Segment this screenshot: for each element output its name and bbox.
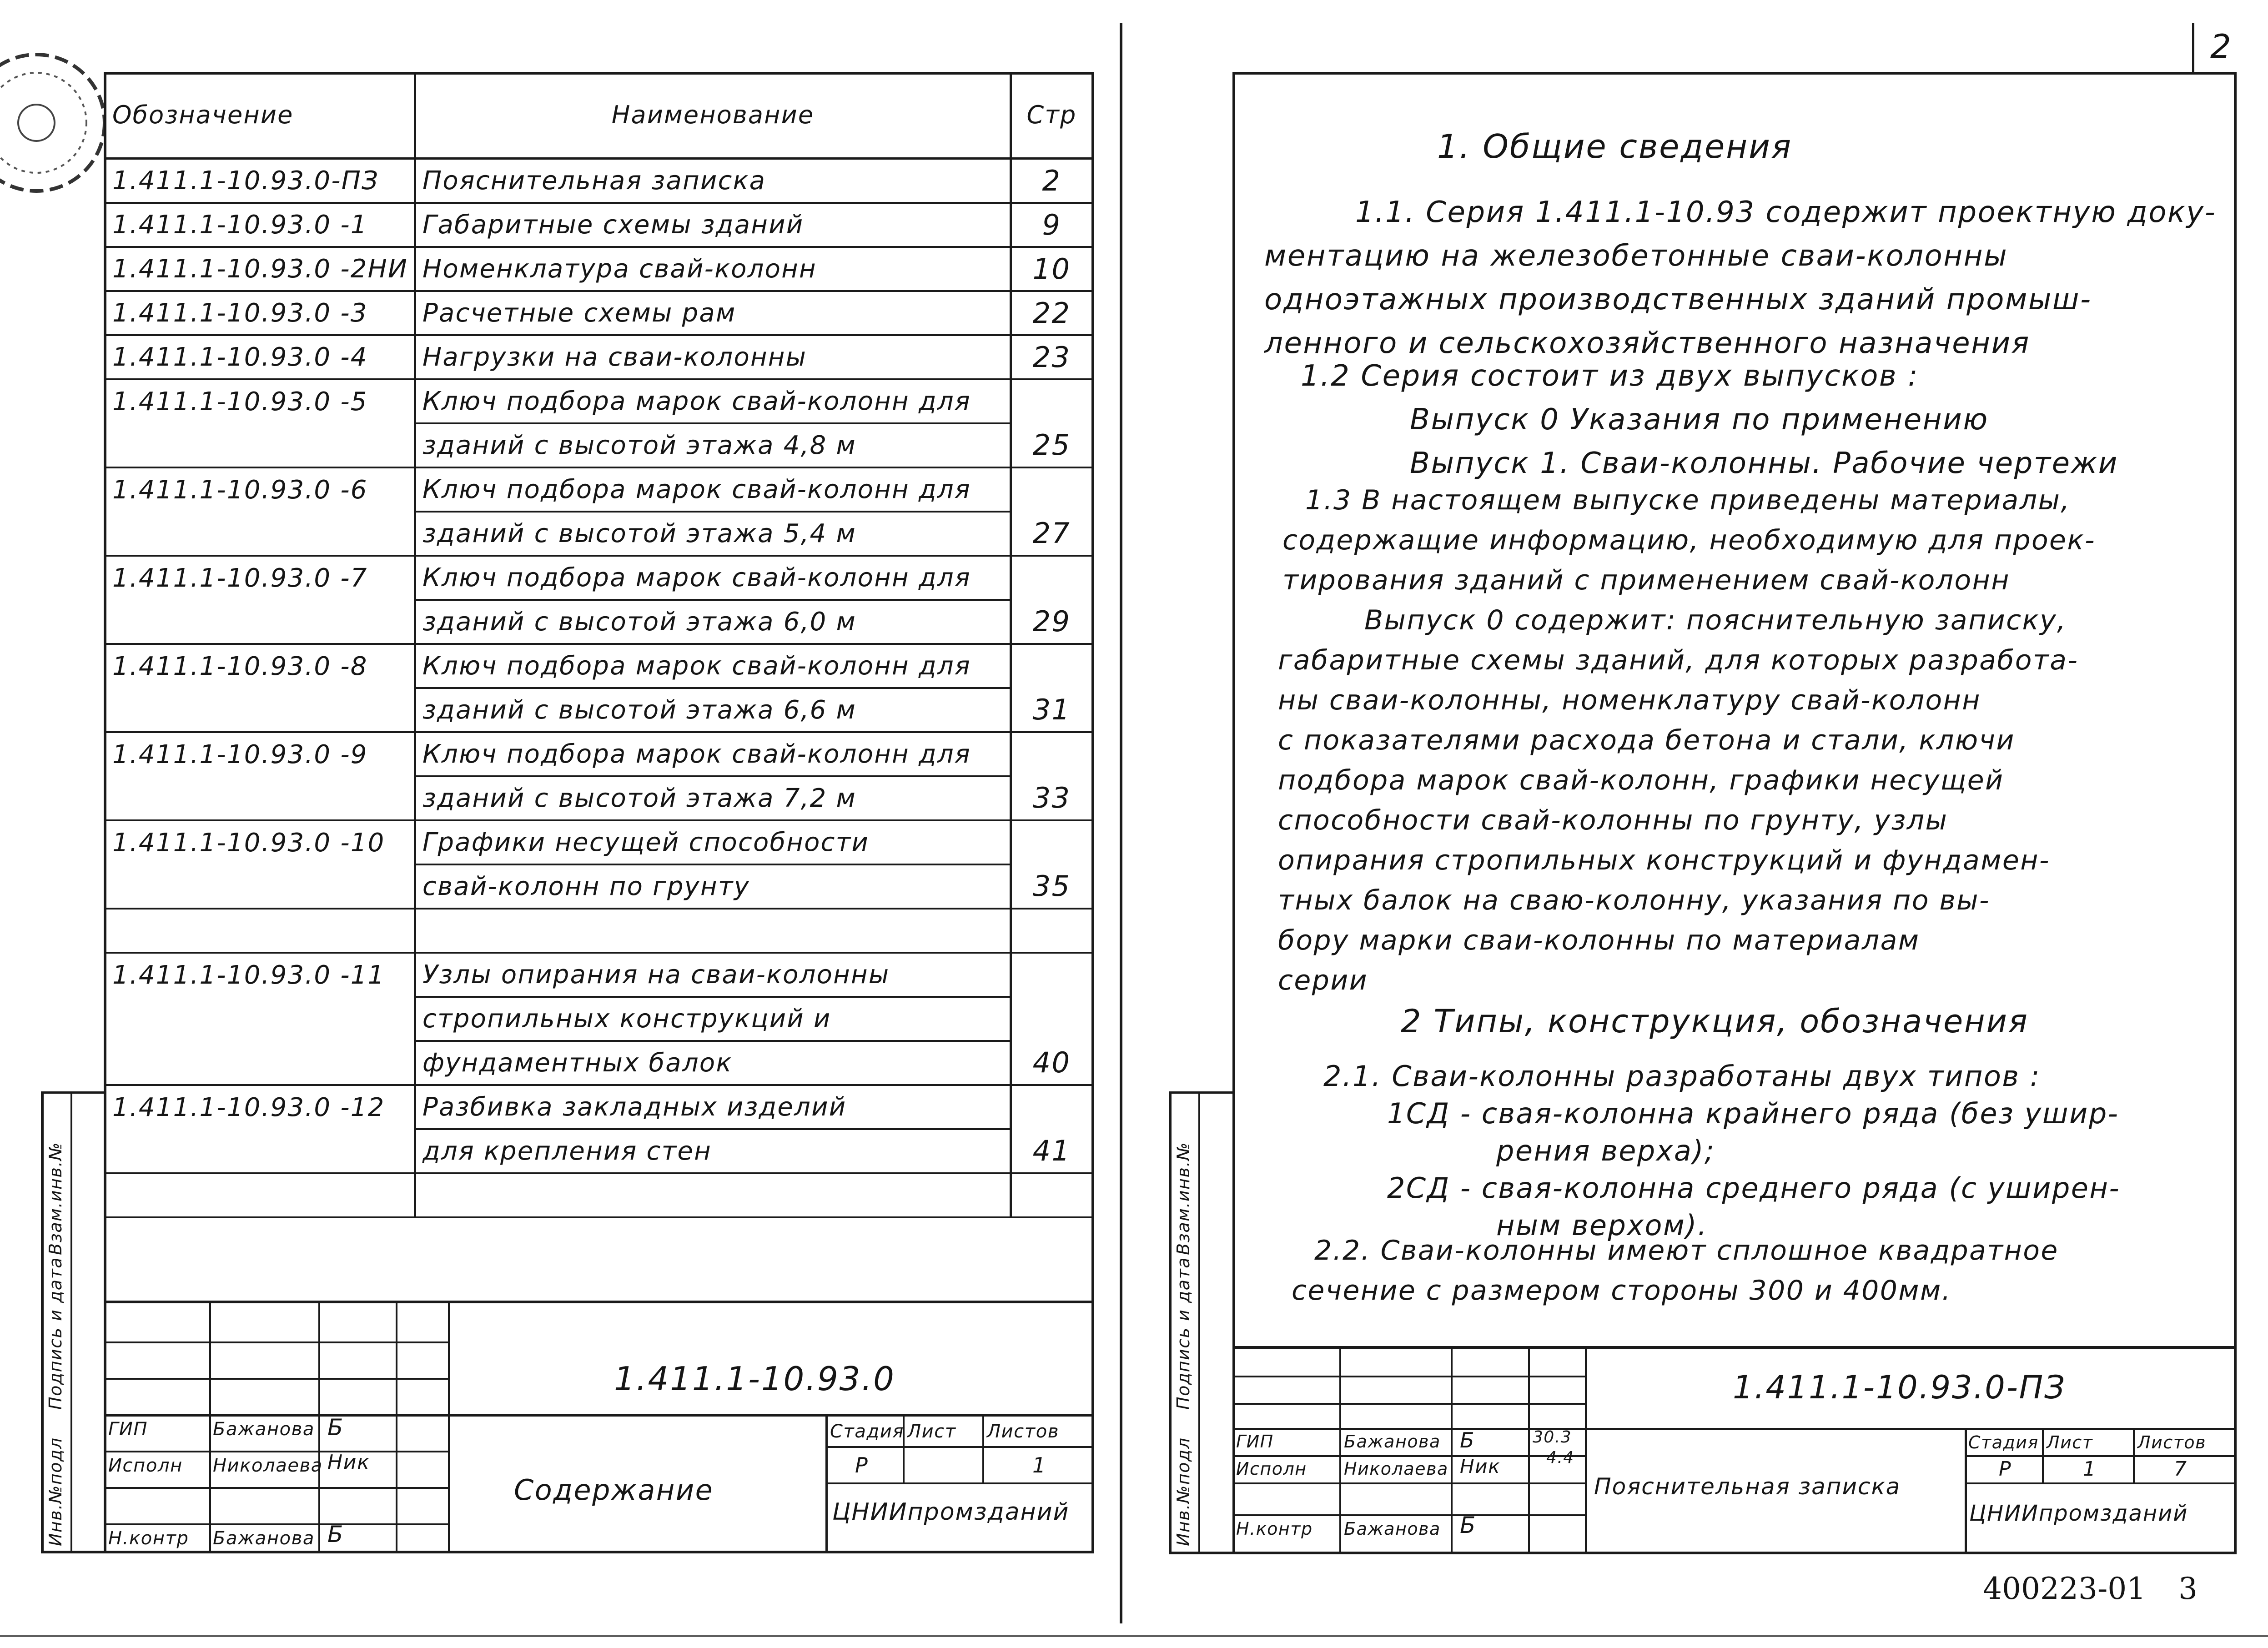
cell-page: 31 (1011, 688, 1093, 732)
cell-designation: 1.411.1-10.93.0 -12 (105, 1085, 415, 1129)
stamp-name-1: Николаева (213, 1455, 323, 1476)
cell-page: 22 (1011, 291, 1093, 335)
cell-name: зданий с высотой этажа 4,8 м (415, 423, 1011, 467)
cell-name: Габаритные схемы зданий (415, 203, 1011, 247)
stamp-title-right: Пояснительная записка (1594, 1473, 1901, 1500)
cell-designation: 1.411.1-10.93.0 -2НИ (105, 247, 415, 291)
text-line: опирания стропильных конструкций и фундамен- (1278, 844, 2050, 876)
stamp-date-right-1: 4.4 (1546, 1448, 1574, 1467)
text-line: Выпуск 0 содержит: пояснительную записку, (1364, 604, 2067, 636)
table-row (105, 1129, 1093, 1173)
text-line: содержащие информацию, необходимую для проек- (1282, 524, 2096, 556)
header-name: Наименование (415, 72, 1011, 159)
stamp-role-0: ГИП (108, 1419, 148, 1440)
cell-page (1011, 467, 1093, 512)
cell-designation: 1.411.1-10.93.0 -3 (105, 291, 415, 335)
text-line: 1.3 В настоящем выпуске приведены материалы, (1305, 484, 2071, 516)
cell-page (1011, 997, 1093, 1041)
cell-designation (105, 600, 415, 644)
cell-name: Графики несущей способности (415, 820, 1011, 864)
cell-name: Ключ подбора марок свай-колонн для (415, 379, 1011, 423)
text-line: ны сваи-колонны, номенклатуру свай-колонн (1278, 684, 1981, 716)
cell-name: Пояснительная записка (415, 159, 1011, 203)
cell-designation (105, 864, 415, 909)
stamp-code: 1.411.1-10.93.0 (614, 1360, 895, 1398)
text-line: серии (1278, 965, 1368, 996)
cell-name: зданий с высотой этажа 5,4 м (415, 512, 1011, 556)
side-label-inv-podl-right: Инв.№подл (1173, 1437, 1193, 1546)
cell-designation (105, 1129, 415, 1173)
cell-name: Ключ подбора марок свай-колонн для (415, 732, 1011, 776)
cell-name: фундаментных балок (415, 1041, 1011, 1085)
text-line: 2СД - свая-колонна среднего ряда (с уширен- (1387, 1171, 2121, 1205)
cell-designation: 1.411.1-10.93.0 -10 (105, 820, 415, 864)
cell-name: для крепления стен (415, 1129, 1011, 1173)
cell-designation (105, 909, 415, 953)
table-row (105, 600, 1093, 644)
cell-designation: 1.411.1-10.93.0 -1 (105, 203, 415, 247)
cell-designation (105, 1041, 415, 1085)
cell-designation: 1.411.1-10.93.0 -7 (105, 556, 415, 600)
cell-name: Расчетные схемы рам (415, 291, 1011, 335)
cell-page: 35 (1011, 864, 1093, 909)
cell-designation (105, 688, 415, 732)
cell-name: Разбивка закладных изделий (415, 1085, 1011, 1129)
page-number: 3 (2178, 1571, 2198, 1606)
table-row (105, 423, 1093, 467)
official-seal-stamp (0, 18, 109, 227)
side-label-podpis-data-right: Подпись и дата (1173, 1256, 1193, 1410)
header-designation: Обозначение (105, 72, 415, 159)
cell-page (1011, 1085, 1093, 1129)
stamp-sign-0: Б (327, 1414, 344, 1441)
text-line: сечение с размером стороны 300 и 400мм. (1292, 1275, 1952, 1306)
cell-page: 10 (1011, 247, 1093, 291)
cell-name: зданий с высотой этажа 6,6 м (415, 688, 1011, 732)
text-line: 1.2 Серия состоит из двух выпусков : (1301, 359, 1919, 393)
stamp-name-right-0: Бажанова (1344, 1432, 1441, 1452)
table-row (105, 1173, 1093, 1217)
sheet-number: 2 (2210, 27, 2233, 65)
stamp-sheet-label: Лист (907, 1421, 956, 1442)
cell-page (1011, 556, 1093, 600)
cell-name: Узлы опирания на сваи-колонны (415, 953, 1011, 997)
table-row (105, 379, 1093, 423)
text-line: ленного и сельскохозяйственного назначения (1264, 327, 2030, 360)
document-number: 400223-01 (1983, 1571, 2146, 1606)
cell-designation: 1.411.1-10.93.0-ПЗ (105, 159, 415, 203)
table-row (105, 953, 1093, 997)
text-line: подбора марок свай-колонн, графики несущей (1278, 764, 2004, 796)
cell-page (1011, 644, 1093, 688)
cell-designation (105, 997, 415, 1041)
stamp-sign-right-2: Б (1460, 1512, 1477, 1538)
text-line: тирования зданий с применением свай-колонн (1282, 564, 2010, 596)
cell-name: зданий с высотой этажа 7,2 м (415, 776, 1011, 820)
cell-designation: 1.411.1-10.93.0 -11 (105, 953, 415, 997)
stamp-role-right-1: Исполн (1236, 1459, 1307, 1479)
stamp-sign-right-1: Ник (1460, 1455, 1501, 1477)
text-line: 2.1. Сваи-колонны разработаны двух типов : (1323, 1060, 2041, 1093)
stamp-sign-1: Ник (327, 1451, 370, 1474)
cell-name: Ключ подбора марок свай-колонн для (415, 467, 1011, 512)
cell-page (1011, 379, 1093, 423)
cell-page (1011, 909, 1093, 953)
text-line: способности свай-колонны по грунту, узлы (1278, 804, 1948, 836)
stamp-role-1: Исполн (108, 1455, 183, 1476)
stamp-name-0: Бажанова (213, 1419, 315, 1440)
stamp-sign-2: Б (327, 1521, 344, 1548)
text-line: Выпуск 1. Сваи-колонны. Рабочие чертежи (1410, 447, 2118, 480)
stamp-org: ЦНИИпромзданий (832, 1498, 1070, 1526)
table-row (105, 1085, 1093, 1129)
cell-name: Ключ подбора марок свай-колонн для (415, 644, 1011, 688)
stamp-date-right-0: 30.3 (1533, 1428, 1572, 1447)
text-line: Выпуск 0 Указания по применению (1410, 403, 1989, 437)
stamp-name-right-1: Николаева (1344, 1459, 1448, 1479)
stamp-sheet-right: 1 (2083, 1457, 2097, 1481)
text-line: тных балок на сваю-колонну, указания по вы- (1278, 884, 1990, 916)
stamp-role-right-2: Н.контр (1236, 1519, 1313, 1539)
cell-designation: 1.411.1-10.93.0 -9 (105, 732, 415, 776)
cell-page (1011, 953, 1093, 997)
stamp-stage-right: Р (1999, 1457, 2012, 1481)
table-row (105, 247, 1093, 291)
side-label-vzam-inv-right: Взам.инв.№ (1173, 1141, 1193, 1255)
cell-page: 25 (1011, 423, 1093, 467)
cell-name (415, 909, 1011, 953)
table-row (105, 644, 1093, 688)
stamp-code-right: 1.411.1-10.93.0-ПЗ (1733, 1369, 2066, 1406)
cell-designation (105, 776, 415, 820)
header-page: Стр (1011, 72, 1093, 159)
stamp-sheet-label-right: Лист (2047, 1432, 2093, 1452)
table-row (105, 820, 1093, 864)
table-row (105, 335, 1093, 379)
text-line: бору марки сваи-колонны по материалам (1278, 924, 1920, 956)
stamp-role-2: Н.контр (108, 1528, 189, 1549)
cell-page (1011, 1173, 1093, 1217)
cell-name: Ключ подбора марок свай-колонн для (415, 556, 1011, 600)
cell-designation (105, 1173, 415, 1217)
cell-page (1011, 732, 1093, 776)
table-row (105, 1041, 1093, 1085)
stamp-sheets-label-right: Листов (2137, 1432, 2207, 1452)
stamp-name-right-2: Бажанова (1344, 1519, 1441, 1539)
side-label-inv-podl: Инв.№подл (45, 1437, 65, 1546)
stamp-role-right-0: ГИП (1236, 1432, 1274, 1452)
contents-header-row (105, 72, 1093, 159)
contents-body (105, 159, 1093, 1218)
table-row (105, 732, 1093, 776)
stamp-sheets-label: Листов (987, 1421, 1060, 1442)
cell-designation: 1.411.1-10.93.0 -8 (105, 644, 415, 688)
table-row (105, 467, 1093, 512)
cell-page: 41 (1011, 1129, 1093, 1173)
cell-page: 29 (1011, 600, 1093, 644)
cell-page: 9 (1011, 203, 1093, 247)
cell-name (415, 1173, 1011, 1217)
section-2-title: 2 Типы, конструкция, обозначения (1401, 1003, 2029, 1040)
cell-designation (105, 512, 415, 556)
text-line: 1СД - свая-колонна крайнего ряда (без ушир- (1387, 1097, 2119, 1130)
stamp-sheet: 1 (1032, 1453, 1047, 1477)
cell-name: стропильных конструкций и (415, 997, 1011, 1041)
contents-table (104, 72, 1094, 1218)
cell-designation: 1.411.1-10.93.0 -5 (105, 379, 415, 423)
table-row (105, 512, 1093, 556)
section-1-title: 1. Общие сведения (1437, 127, 1792, 166)
cell-designation: 1.411.1-10.93.0 -4 (105, 335, 415, 379)
stamp-stage: Р (855, 1453, 869, 1477)
text-line: габаритные схемы зданий, для которых разработа- (1278, 644, 2079, 676)
cell-page: 2 (1011, 159, 1093, 203)
cell-page (1011, 820, 1093, 864)
text-line: 2.2. Сваи-колонны имеют сплошное квадратное (1314, 1235, 2059, 1266)
stamp-org-right: ЦНИИпромзданий (1969, 1501, 2188, 1526)
table-row (105, 203, 1093, 247)
stamp-sheets-right: 7 (2174, 1457, 2188, 1481)
cell-name: свай-колонн по грунту (415, 864, 1011, 909)
stamp-sign-right-0: Б (1460, 1428, 1475, 1452)
stamp-stage-label-right: Стадия (1968, 1432, 2039, 1452)
table-row (105, 997, 1093, 1041)
text-line: рения верха); (1496, 1134, 1715, 1167)
stamp-title: Содержание (514, 1473, 714, 1507)
text-line: 1.1. Серия 1.411.1-10.93 содержит проектную доку- (1355, 196, 2217, 229)
cell-name: Нагрузки на сваи-колонны (415, 335, 1011, 379)
cell-page: 33 (1011, 776, 1093, 820)
table-row (105, 159, 1093, 203)
table-row (105, 864, 1093, 909)
cell-page: 40 (1011, 1041, 1093, 1085)
cell-designation (105, 423, 415, 467)
cell-name: зданий с высотой этажа 6,0 м (415, 600, 1011, 644)
cell-page: 23 (1011, 335, 1093, 379)
stamp-stage-label: Стадия (830, 1421, 905, 1442)
side-label-podpis-data: Подпись и дата (45, 1256, 65, 1410)
text-line: ным верхом). (1496, 1209, 1708, 1242)
table-row (105, 556, 1093, 600)
table-row (105, 688, 1093, 732)
side-label-vzam-inv: Взам.инв.№ (45, 1141, 65, 1255)
text-line: с показателями расхода бетона и стали, ключи (1278, 724, 2015, 756)
cell-name: Номенклатура свай-колонн (415, 247, 1011, 291)
text-line: одноэтажных производственных зданий промыш- (1264, 283, 2092, 317)
text-line: ментацию на железобетонные сваи-колонны (1264, 239, 2008, 273)
stamp-name-2: Бажанова (213, 1528, 315, 1549)
table-row (105, 909, 1093, 953)
table-row (105, 291, 1093, 335)
table-row (105, 776, 1093, 820)
cell-page: 27 (1011, 512, 1093, 556)
cell-designation: 1.411.1-10.93.0 -6 (105, 467, 415, 512)
